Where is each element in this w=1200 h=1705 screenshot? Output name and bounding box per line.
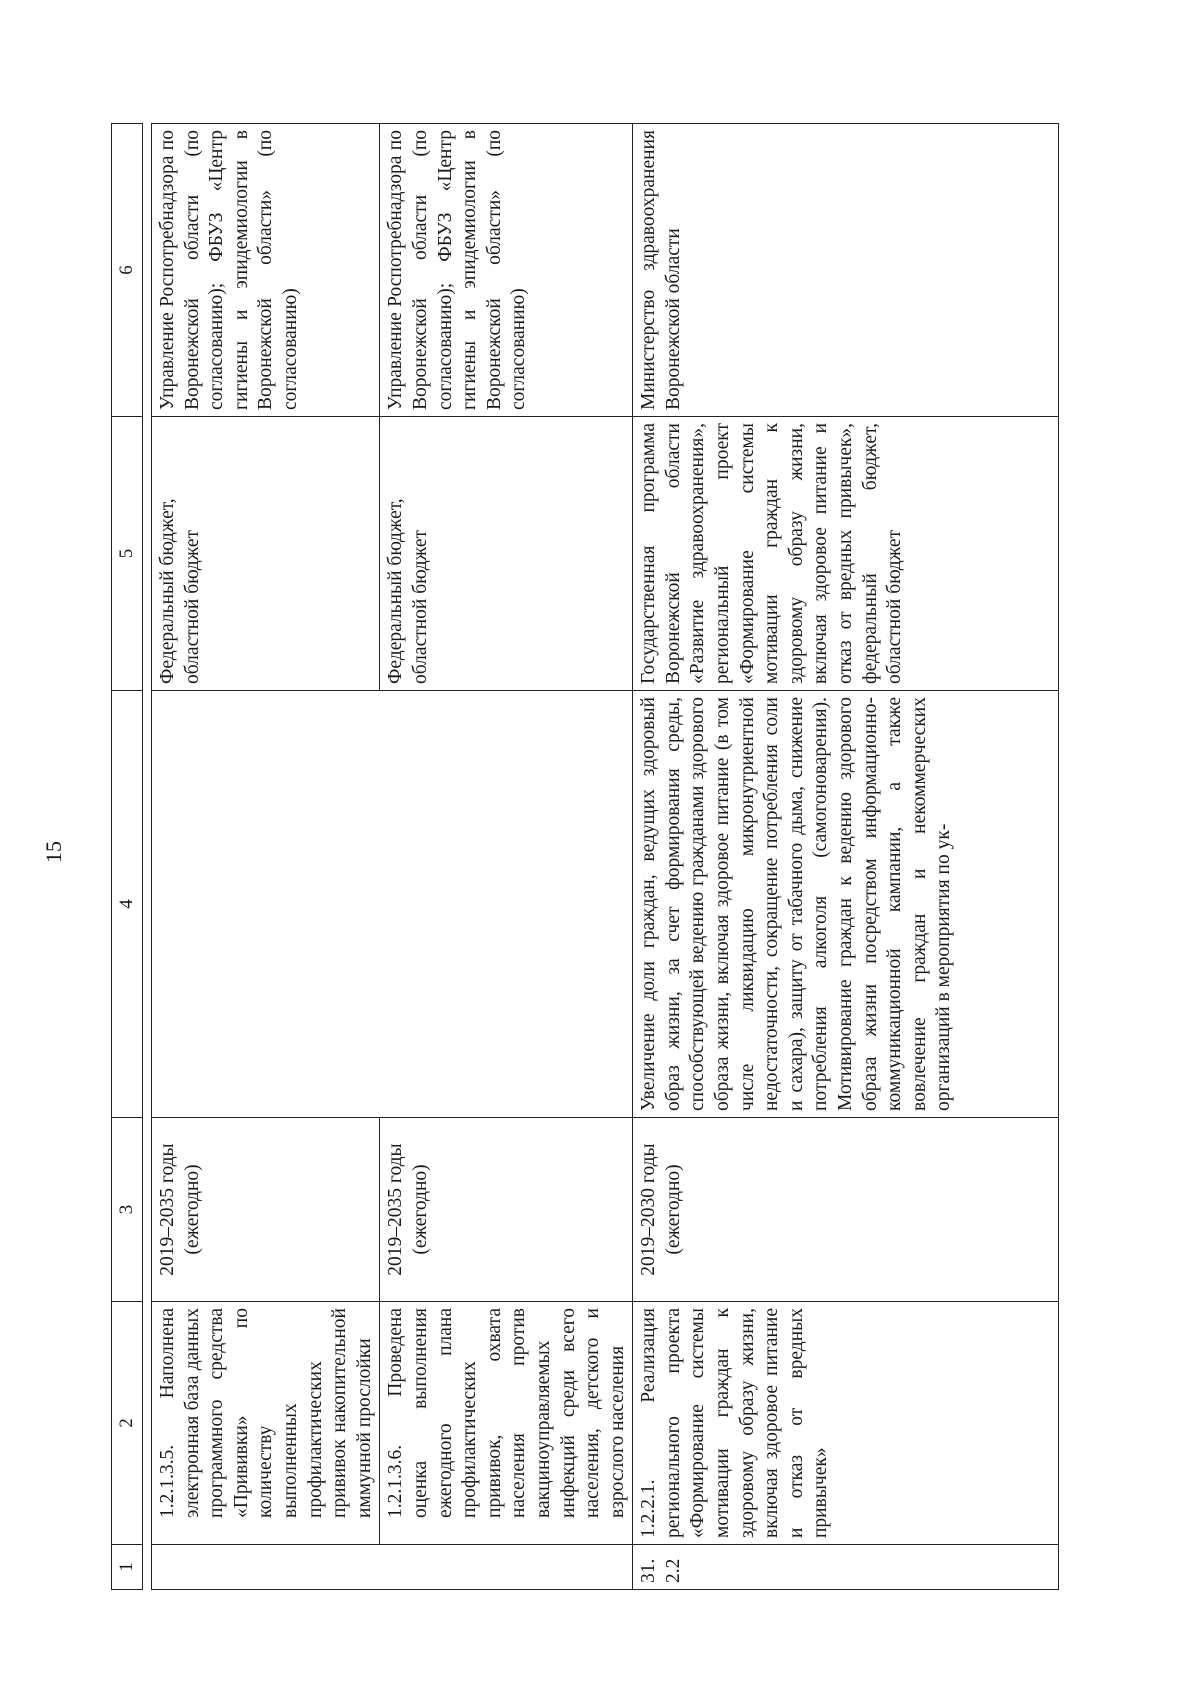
measure-cell: 1.2.1.3.5. Наполнена электронная база данных программного средства «Прививки» по количеству выполненных профилактических прививок накопительной иммунной прослойки: [152, 1302, 380, 1545]
rotated-table-sheet: [111, 124, 1059, 1590]
result-cell: Увеличение доли граждан, ведущих здоровый образ жизни, за счет формирования среды, способствующей ведению гражданами здорового образа жизни, включая здоровое питание (в том числе ликвидацию микронутриентной недостаточности, сокращение потребления соли и сахара), защиту от табачного дыма, снижение потребления алкоголя (самогоноварения). Мотивирование граждан к ведению здорового образа жизни посредством информационно-коммуникационной кампании, а также вовлечение граждан и некоммерческих организаций в мероприятия по ук-: [633, 691, 1059, 1118]
funding-cell: Федеральный бюджет, областной бюджет: [380, 417, 633, 691]
row-number-cell: [380, 1545, 633, 1590]
responsible-cell: Министерство здравоохранения Воронежской области: [633, 124, 1059, 417]
measure-cell: 1.2.2.1. Реализация регионального проекта «Формирование системы мотивации граждан к здоровому образу жизни, включая здоровое питание и отказ от вредных привычек»: [633, 1302, 1059, 1545]
page-number: 15: [41, 841, 66, 863]
result-cell: [152, 691, 380, 1118]
responsible-cell: Управление Роспотребнадзора по Воронежской области (по согласованию); ФБУЗ «Центр гигиены и эпидемиологии в Воронежской области» (по согласованию): [380, 124, 633, 417]
column-header-1: 1: [112, 1545, 143, 1590]
column-header-3: 3: [112, 1118, 143, 1302]
period-cell: 2019–2035 годы (ежегодно): [380, 1118, 633, 1302]
period-cell: 2019–2030 годы (ежегодно): [633, 1118, 1059, 1302]
column-header-4: 4: [112, 691, 143, 1118]
column-header-5: 5: [112, 417, 143, 691]
header-spacer: [143, 124, 152, 1590]
result-cell: [380, 691, 633, 1118]
table-row: [633, 124, 1059, 1590]
table-row: [380, 124, 633, 1590]
funding-cell: Федеральный бюджет, областной бюджет: [152, 417, 380, 691]
period-cell: 2019–2035 годы (ежегодно): [152, 1118, 380, 1302]
row-number-cell: [152, 1545, 380, 1590]
funding-cell: Государственная программа Воронежской области «Развитие здравоохранения», региональный проект «Формирование системы мотивации граждан к здоровому образу жизни, включая здоровое питание и отказ от вредных привычек», федеральный бюджет, областной бюджет: [633, 417, 1059, 691]
row-number-cell: 31.2.2: [633, 1545, 1059, 1590]
column-header-6: 6: [112, 124, 143, 417]
measures-table: [111, 123, 1059, 1590]
table-header-row: [112, 124, 143, 1590]
measure-cell: 1.2.1.3.6. Проведена оценка выполнения ежегодного плана профилактических прививок, охвата населения против вакциноуправляемых инфекций среди всего населения, детского и взрослого населения: [380, 1302, 633, 1545]
responsible-cell: Управление Роспотребнадзора по Воронежской области (по согласованию); ФБУЗ «Центр гигиены и эпидемиологии в Воронежской области» (по согласованию): [152, 124, 380, 417]
table-row: [152, 124, 380, 1590]
column-header-2: 2: [112, 1302, 143, 1545]
